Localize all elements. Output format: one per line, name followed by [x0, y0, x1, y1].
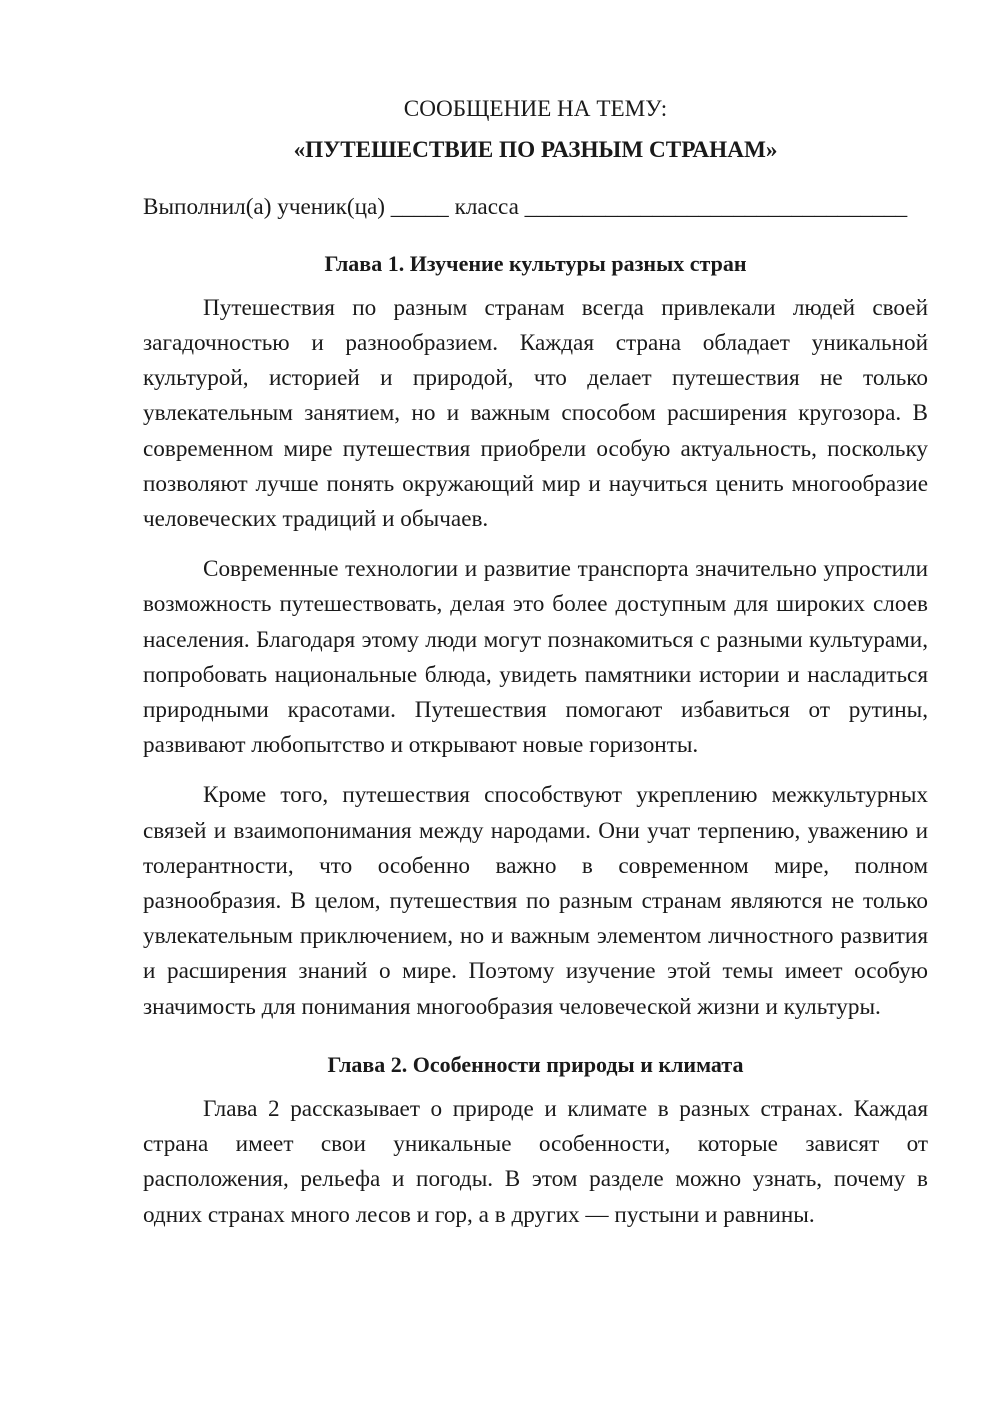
chapter-1-paragraph-1: Путешествия по разным странам всегда привлекали людей своей загадочностью и разнообразием. Каждая страна обладает уникальной культурой, историей и природой, что делает путешествия не только увлекательным занятием, но и важным способом расширения кругозора. В современном мире путешествия приобрели особую актуальность, поскольку позволяют лучше понять окружающий мир и научиться ценить многообразие человеческих традиций и обычаев.: [143, 294, 928, 533]
author-byline: Выполнил(а) ученик(ца) _____ класса _________________________________: [143, 194, 908, 221]
document-title: СООБЩЕНИЕ НА ТЕМУ:: [403, 96, 668, 122]
chapter-2-heading: Глава 2. Особенности природы и климата: [327, 1051, 744, 1077]
chapter-1-heading: Глава 1. Изучение культуры разных стран: [324, 250, 747, 276]
chapter-1-paragraph-3: Кроме того, путешествия способствуют укреплению межкультурных связей и взаимопонимания между народами. Они учат терпению, уважению и толерантности, что особенно важно в современном мире, полном разнообразия. В целом, путешествия по разным странам являются не только увлекательным приключением, но и важным элементом личностного развития и расширения знаний о мире. Поэтому изучение этой темы имеет особую значимость для понимания многообразия человеческой жизни и культуры.: [143, 782, 928, 1020]
chapter-2-paragraph-1: Глава 2 рассказывает о природе и климате в разных странах. Каждая страна имеет свои уникальные особенности, которые зависят от расположения, рельефа и погоды. В этом разделе можно узнать, почему в одних странах много лесов и гор, а в других — пустыни и равнины.: [143, 1096, 928, 1228]
document-page: [143, 92, 928, 1233]
document-topic: «ПУТЕШЕСТВИЕ ПО РАЗНЫМ СТРАНАМ»: [293, 137, 778, 164]
chapter-1-paragraph-2: Современные технологии и развитие транспорта значительно упростили возможность путешествовать, делая это более доступным для широких слоев населения. Благодаря этому люди могут познакомиться с разными культурами, попробовать национальные блюда, увидеть памятники истории и насладиться природными красотами. Путешествия помогают избавиться от рутины, развивают любопытство и открывают новые горизонты.: [143, 556, 928, 759]
